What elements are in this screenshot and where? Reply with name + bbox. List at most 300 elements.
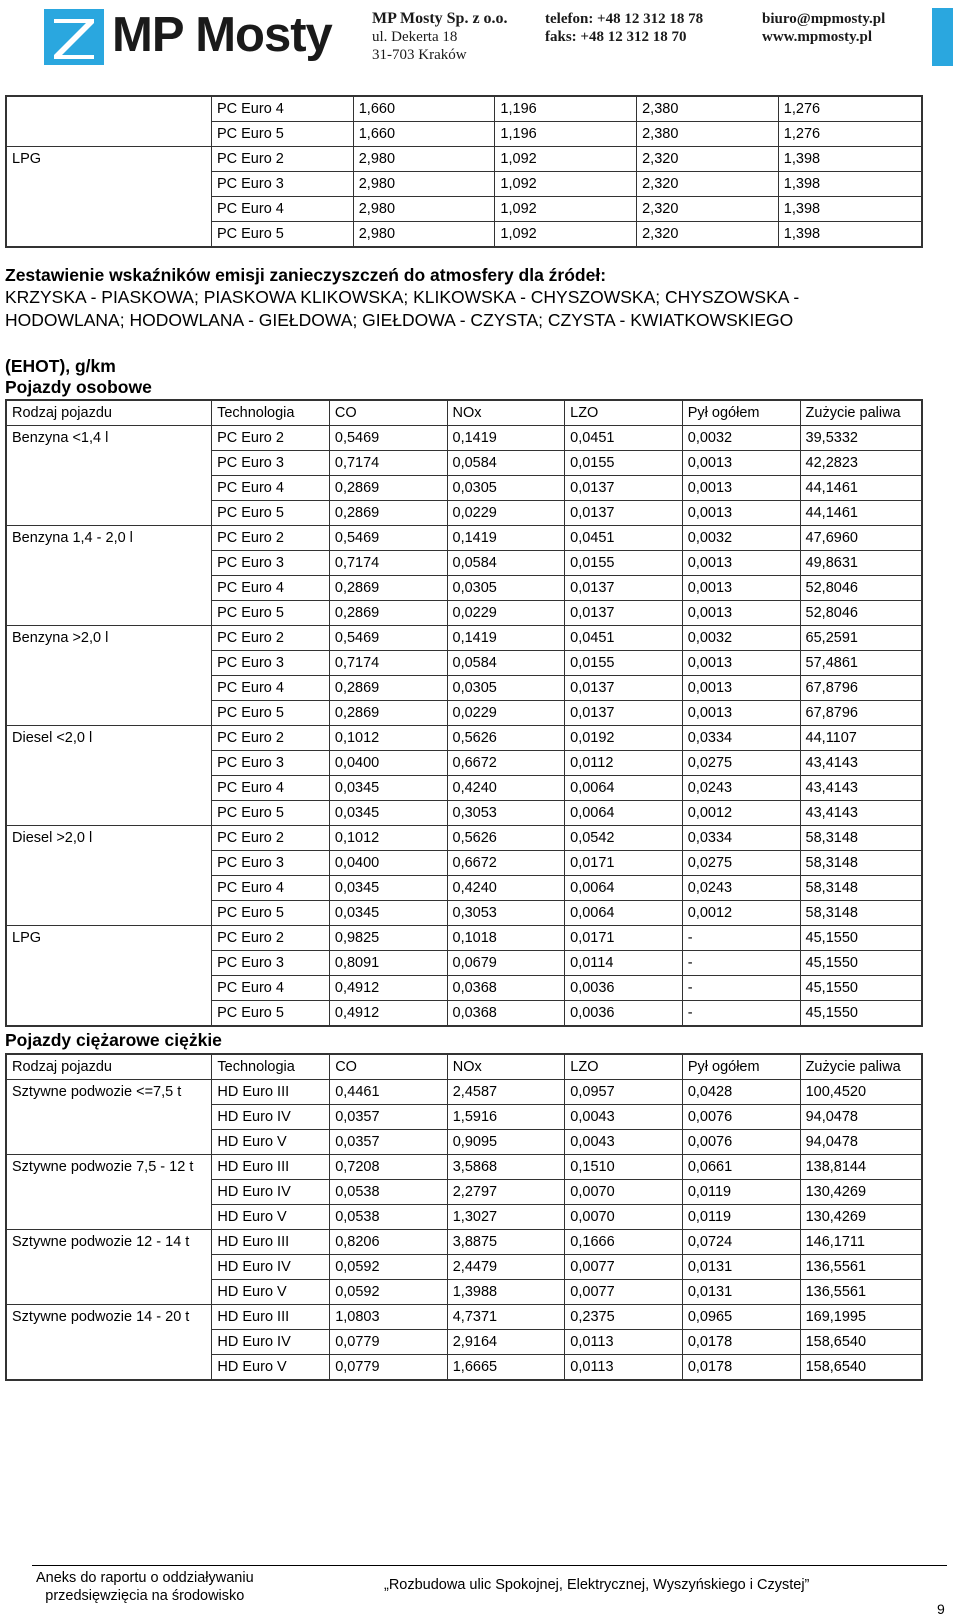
table-row bbox=[6, 1105, 922, 1130]
value-cell: 0,0538 bbox=[330, 1180, 448, 1205]
value-cell: 1,3027 bbox=[447, 1205, 565, 1230]
vehicle-type-cell bbox=[6, 901, 212, 926]
column-header: Pył ogółem bbox=[682, 400, 800, 426]
table-row bbox=[6, 1180, 922, 1205]
value-cell: 0,0032 bbox=[682, 426, 800, 451]
value-cell: 0,0779 bbox=[330, 1330, 448, 1355]
technology-cell: PC Euro 5 bbox=[211, 222, 353, 248]
value-cell: 0,0076 bbox=[682, 1130, 800, 1155]
value-cell: 0,0345 bbox=[329, 801, 447, 826]
summary-sources-line2: HODOWLANA; HODOWLANA - GIEŁDOWA; GIEŁDOWA - CZYSTA; CZYSTA - KWIATKOWSKIEGO bbox=[5, 310, 794, 330]
table-row bbox=[6, 826, 922, 851]
value-cell: 1,196 bbox=[495, 96, 637, 122]
value-cell: 0,0012 bbox=[682, 901, 800, 926]
value-cell: 0,0178 bbox=[682, 1330, 800, 1355]
value-cell: 0,0012 bbox=[682, 801, 800, 826]
column-header: Rodzaj pojazdu bbox=[6, 400, 212, 426]
value-cell: 2,2797 bbox=[447, 1180, 565, 1205]
table-row bbox=[6, 501, 922, 526]
value-cell: 2,380 bbox=[637, 122, 779, 147]
email-address: biuro@mpmosty.pl bbox=[762, 11, 886, 27]
technology-cell: PC Euro 5 bbox=[212, 1001, 330, 1027]
value-cell: 0,0724 bbox=[682, 1230, 800, 1255]
value-cell: 0,0113 bbox=[565, 1355, 683, 1381]
table-row bbox=[6, 1080, 922, 1105]
value-cell: 0,5626 bbox=[447, 826, 565, 851]
technology-cell: HD Euro IV bbox=[212, 1180, 330, 1205]
passenger-table bbox=[5, 399, 923, 1027]
value-cell: 0,4240 bbox=[447, 876, 565, 901]
value-cell: - bbox=[682, 1001, 800, 1027]
value-cell: 0,0137 bbox=[565, 676, 683, 701]
passenger-title: Pojazdy osobowe bbox=[5, 377, 152, 397]
table-row bbox=[6, 951, 922, 976]
value-cell: 2,9164 bbox=[447, 1330, 565, 1355]
value-cell: 0,0137 bbox=[565, 576, 683, 601]
value-cell: 2,380 bbox=[637, 96, 779, 122]
value-cell: 67,8796 bbox=[800, 701, 922, 726]
technology-cell: HD Euro III bbox=[212, 1155, 330, 1180]
technology-cell: PC Euro 3 bbox=[212, 751, 330, 776]
value-cell: 1,398 bbox=[778, 222, 922, 248]
value-cell: 0,1419 bbox=[447, 426, 565, 451]
value-cell: 0,0451 bbox=[565, 426, 683, 451]
technology-cell: PC Euro 4 bbox=[212, 876, 330, 901]
table-row bbox=[6, 122, 922, 147]
technology-cell: PC Euro 3 bbox=[212, 651, 330, 676]
contact-web bbox=[762, 10, 885, 46]
vehicle-type-cell bbox=[6, 876, 212, 901]
table-row bbox=[6, 976, 922, 1001]
column-header: CO bbox=[329, 400, 447, 426]
value-cell: 0,0584 bbox=[447, 551, 565, 576]
value-cell: 0,0357 bbox=[330, 1105, 448, 1130]
column-header: Technologia bbox=[212, 1054, 330, 1080]
technology-cell: PC Euro 4 bbox=[211, 96, 353, 122]
table-row bbox=[6, 926, 922, 951]
value-cell: 47,6960 bbox=[800, 526, 922, 551]
vehicle-type-cell bbox=[6, 1355, 212, 1381]
column-header: LZO bbox=[565, 1054, 683, 1080]
value-cell: 2,980 bbox=[353, 222, 495, 248]
vehicle-type-cell bbox=[6, 801, 212, 826]
value-cell: 0,0013 bbox=[682, 701, 800, 726]
value-cell: 0,0229 bbox=[447, 601, 565, 626]
value-cell: 0,0679 bbox=[447, 951, 565, 976]
value-cell: 0,8091 bbox=[329, 951, 447, 976]
table-row bbox=[6, 576, 922, 601]
value-cell: 2,320 bbox=[637, 222, 779, 248]
value-cell: 0,1419 bbox=[447, 626, 565, 651]
value-cell: 0,7174 bbox=[329, 451, 447, 476]
value-cell: 0,6672 bbox=[447, 751, 565, 776]
technology-cell: PC Euro 4 bbox=[212, 776, 330, 801]
value-cell: 0,0334 bbox=[682, 726, 800, 751]
technology-cell: PC Euro 3 bbox=[212, 551, 330, 576]
value-cell: 1,660 bbox=[353, 122, 495, 147]
technology-cell: PC Euro 3 bbox=[212, 951, 330, 976]
value-cell: 39,5332 bbox=[800, 426, 922, 451]
vehicle-type-cell bbox=[6, 776, 212, 801]
value-cell: 0,0592 bbox=[330, 1255, 448, 1280]
table-row bbox=[6, 222, 922, 248]
vehicle-type-cell: LPG bbox=[6, 926, 212, 951]
technology-cell: PC Euro 3 bbox=[212, 851, 330, 876]
technology-cell: PC Euro 5 bbox=[212, 701, 330, 726]
value-cell: 0,7174 bbox=[329, 551, 447, 576]
summary-title: Zestawienie wskaźników emisji zanieczyszczeń do atmosfery dla źródeł: bbox=[5, 265, 607, 285]
vehicle-type-cell bbox=[6, 1105, 212, 1130]
heavy-title: Pojazdy ciężarowe ciężkie bbox=[5, 1030, 222, 1050]
value-cell: 0,1419 bbox=[447, 526, 565, 551]
table-row bbox=[6, 172, 922, 197]
table-row bbox=[6, 1205, 922, 1230]
vehicle-type-cell bbox=[6, 976, 212, 1001]
value-cell: 0,0064 bbox=[565, 801, 683, 826]
table-row bbox=[6, 476, 922, 501]
value-cell: 0,0400 bbox=[329, 751, 447, 776]
contact-phones bbox=[545, 10, 703, 46]
technology-cell: PC Euro 5 bbox=[212, 501, 330, 526]
value-cell: 0,0036 bbox=[565, 976, 683, 1001]
technology-cell: HD Euro V bbox=[212, 1205, 330, 1230]
vehicle-type-cell bbox=[6, 1180, 212, 1205]
vehicle-type-cell: Sztywne podwozie <=7,5 t bbox=[6, 1080, 212, 1105]
technology-cell: PC Euro 2 bbox=[212, 526, 330, 551]
vehicle-type-cell bbox=[6, 197, 211, 222]
value-cell: 0,0043 bbox=[565, 1130, 683, 1155]
value-cell: 100,4520 bbox=[800, 1080, 922, 1105]
table-row bbox=[6, 1305, 922, 1330]
vehicle-type-cell bbox=[6, 1130, 212, 1155]
fax-number: faks: +48 12 312 18 70 bbox=[545, 29, 687, 45]
technology-cell: PC Euro 4 bbox=[211, 197, 353, 222]
vehicle-type-cell bbox=[6, 1330, 212, 1355]
value-cell: 3,5868 bbox=[447, 1155, 565, 1180]
value-cell: 0,2869 bbox=[329, 601, 447, 626]
value-cell: 130,4269 bbox=[800, 1180, 922, 1205]
table-row bbox=[6, 676, 922, 701]
value-cell: 43,4143 bbox=[800, 776, 922, 801]
vehicle-type-cell bbox=[6, 851, 212, 876]
footer-left-line1: Aneks do raportu o oddziaływaniu bbox=[36, 1570, 254, 1586]
table-row bbox=[6, 651, 922, 676]
technology-cell: PC Euro 3 bbox=[212, 451, 330, 476]
column-header: NOx bbox=[447, 400, 565, 426]
value-cell: 57,4861 bbox=[800, 651, 922, 676]
technology-cell: PC Euro 5 bbox=[212, 801, 330, 826]
value-cell: 1,276 bbox=[778, 122, 922, 147]
value-cell: 0,0357 bbox=[330, 1130, 448, 1155]
value-cell: 136,5561 bbox=[800, 1255, 922, 1280]
value-cell: 0,0451 bbox=[565, 626, 683, 651]
value-cell: 0,0192 bbox=[565, 726, 683, 751]
table-header-row bbox=[6, 400, 922, 426]
vehicle-type-cell: Sztywne podwozie 14 - 20 t bbox=[6, 1305, 212, 1330]
value-cell: 1,5916 bbox=[447, 1105, 565, 1130]
technology-cell: PC Euro 4 bbox=[212, 576, 330, 601]
value-cell: 0,0538 bbox=[330, 1205, 448, 1230]
value-cell: 1,398 bbox=[778, 172, 922, 197]
value-cell: 2,320 bbox=[637, 197, 779, 222]
value-cell: 0,0036 bbox=[565, 1001, 683, 1027]
value-cell: 0,0043 bbox=[565, 1105, 683, 1130]
table-header-row bbox=[6, 1054, 922, 1080]
value-cell: 0,0965 bbox=[682, 1305, 800, 1330]
value-cell: 2,4587 bbox=[447, 1080, 565, 1105]
value-cell: 2,320 bbox=[637, 172, 779, 197]
vehicle-type-cell bbox=[6, 172, 211, 197]
column-header: LZO bbox=[565, 400, 683, 426]
value-cell: 0,0345 bbox=[329, 901, 447, 926]
value-cell: 0,0137 bbox=[565, 476, 683, 501]
technology-cell: PC Euro 4 bbox=[212, 476, 330, 501]
value-cell: 2,980 bbox=[353, 172, 495, 197]
table-row bbox=[6, 1280, 922, 1305]
vehicle-type-cell: Sztywne podwozie 12 - 14 t bbox=[6, 1230, 212, 1255]
value-cell: 2,980 bbox=[353, 147, 495, 172]
technology-cell: PC Euro 2 bbox=[211, 147, 353, 172]
value-cell: 45,1550 bbox=[800, 976, 922, 1001]
value-cell: 0,1666 bbox=[565, 1230, 683, 1255]
value-cell: 1,398 bbox=[778, 147, 922, 172]
value-cell: 0,1510 bbox=[565, 1155, 683, 1180]
value-cell: 44,1107 bbox=[800, 726, 922, 751]
value-cell: 138,8144 bbox=[800, 1155, 922, 1180]
value-cell: 43,4143 bbox=[800, 801, 922, 826]
value-cell: 0,0013 bbox=[682, 451, 800, 476]
technology-cell: PC Euro 4 bbox=[212, 976, 330, 1001]
value-cell: 0,5469 bbox=[329, 626, 447, 651]
value-cell: 2,4479 bbox=[447, 1255, 565, 1280]
value-cell: 0,0076 bbox=[682, 1105, 800, 1130]
table-row bbox=[6, 1355, 922, 1381]
value-cell: 0,0229 bbox=[447, 701, 565, 726]
value-cell: 0,0275 bbox=[682, 851, 800, 876]
value-cell: 0,0131 bbox=[682, 1280, 800, 1305]
value-cell: 0,0155 bbox=[565, 651, 683, 676]
vehicle-type-cell bbox=[6, 576, 212, 601]
value-cell: 0,0584 bbox=[447, 451, 565, 476]
technology-cell: PC Euro 2 bbox=[212, 926, 330, 951]
value-cell: 0,0171 bbox=[565, 851, 683, 876]
technology-cell: PC Euro 2 bbox=[212, 426, 330, 451]
vehicle-type-cell bbox=[6, 951, 212, 976]
value-cell: 45,1550 bbox=[800, 951, 922, 976]
value-cell: 43,4143 bbox=[800, 751, 922, 776]
technology-cell: PC Euro 2 bbox=[212, 626, 330, 651]
value-cell: 0,4912 bbox=[329, 976, 447, 1001]
mp-mosty-logo-icon bbox=[44, 9, 104, 65]
footer-left-line2: przedsięwzięcia na środowisko bbox=[45, 1588, 245, 1604]
value-cell: 0,0013 bbox=[682, 651, 800, 676]
value-cell: 0,0070 bbox=[565, 1205, 683, 1230]
value-cell: 0,1012 bbox=[329, 726, 447, 751]
column-header: Rodzaj pojazdu bbox=[6, 1054, 212, 1080]
value-cell: 1,3988 bbox=[447, 1280, 565, 1305]
value-cell: 0,3053 bbox=[447, 901, 565, 926]
technology-cell: PC Euro 5 bbox=[212, 601, 330, 626]
value-cell: 0,7208 bbox=[330, 1155, 448, 1180]
value-cell: 0,0137 bbox=[565, 501, 683, 526]
table-row bbox=[6, 751, 922, 776]
value-cell: 0,0957 bbox=[565, 1080, 683, 1105]
value-cell: 0,4461 bbox=[330, 1080, 448, 1105]
value-cell: 0,0171 bbox=[565, 926, 683, 951]
vehicle-type-cell bbox=[6, 122, 211, 147]
value-cell: 44,1461 bbox=[800, 501, 922, 526]
value-cell: 0,2869 bbox=[329, 701, 447, 726]
value-cell: 0,0428 bbox=[682, 1080, 800, 1105]
value-cell: 0,6672 bbox=[447, 851, 565, 876]
value-cell: 0,0013 bbox=[682, 576, 800, 601]
technology-cell: PC Euro 2 bbox=[212, 726, 330, 751]
phone-number: telefon: +48 12 312 18 78 bbox=[545, 11, 704, 27]
value-cell: 52,8046 bbox=[800, 576, 922, 601]
value-cell: 0,2869 bbox=[329, 676, 447, 701]
value-cell: 0,0305 bbox=[447, 476, 565, 501]
value-cell: 0,0032 bbox=[682, 626, 800, 651]
value-cell: 0,0368 bbox=[447, 976, 565, 1001]
vehicle-type-cell: Benzyna <1,4 l bbox=[6, 426, 212, 451]
value-cell: 0,0137 bbox=[565, 701, 683, 726]
value-cell: 0,5626 bbox=[447, 726, 565, 751]
website-url: www.mpmosty.pl bbox=[762, 29, 873, 45]
heavy-table bbox=[5, 1053, 923, 1381]
value-cell: 1,0803 bbox=[330, 1305, 448, 1330]
value-cell: 1,276 bbox=[778, 96, 922, 122]
value-cell: 45,1550 bbox=[800, 926, 922, 951]
value-cell: 3,8875 bbox=[447, 1230, 565, 1255]
vehicle-type-cell bbox=[6, 96, 211, 122]
value-cell: 52,8046 bbox=[800, 601, 922, 626]
address-city: 31-703 Kraków bbox=[372, 47, 467, 63]
table-row bbox=[6, 626, 922, 651]
value-cell: 0,0013 bbox=[682, 476, 800, 501]
value-cell: 0,0592 bbox=[330, 1280, 448, 1305]
table-row bbox=[6, 197, 922, 222]
vehicle-type-cell bbox=[6, 701, 212, 726]
value-cell: 4,7371 bbox=[447, 1305, 565, 1330]
value-cell: 0,0114 bbox=[565, 951, 683, 976]
value-cell: 0,0584 bbox=[447, 651, 565, 676]
vehicle-type-cell: Diesel >2,0 l bbox=[6, 826, 212, 851]
footer-divider bbox=[32, 1565, 947, 1566]
value-cell: 0,0243 bbox=[682, 876, 800, 901]
value-cell: 94,0478 bbox=[800, 1130, 922, 1155]
value-cell: 0,0229 bbox=[447, 501, 565, 526]
vehicle-type-cell bbox=[6, 676, 212, 701]
value-cell: 0,0013 bbox=[682, 601, 800, 626]
top-table bbox=[5, 95, 923, 248]
technology-cell: HD Euro III bbox=[212, 1305, 330, 1330]
value-cell: 0,0155 bbox=[565, 551, 683, 576]
value-cell: 0,0013 bbox=[682, 501, 800, 526]
value-cell: 0,0077 bbox=[565, 1255, 683, 1280]
address-street: ul. Dekerta 18 bbox=[372, 29, 458, 45]
vehicle-type-cell bbox=[6, 501, 212, 526]
table-row bbox=[6, 776, 922, 801]
value-cell: 136,5561 bbox=[800, 1280, 922, 1305]
value-cell: 0,0070 bbox=[565, 1180, 683, 1205]
value-cell: 1,196 bbox=[495, 122, 637, 147]
value-cell: 0,0064 bbox=[565, 901, 683, 926]
table-row bbox=[6, 1155, 922, 1180]
technology-cell: PC Euro 3 bbox=[211, 172, 353, 197]
value-cell: 146,1711 bbox=[800, 1230, 922, 1255]
value-cell: 44,1461 bbox=[800, 476, 922, 501]
value-cell: 0,0064 bbox=[565, 776, 683, 801]
value-cell: 0,0112 bbox=[565, 751, 683, 776]
value-cell: 1,092 bbox=[495, 147, 637, 172]
value-cell: 0,0345 bbox=[329, 776, 447, 801]
table-row bbox=[6, 451, 922, 476]
value-cell: 0,0013 bbox=[682, 676, 800, 701]
technology-cell: PC Euro 2 bbox=[212, 826, 330, 851]
value-cell: 0,0131 bbox=[682, 1255, 800, 1280]
value-cell: 0,0032 bbox=[682, 526, 800, 551]
summary-unit: (EHOT), g/km bbox=[5, 356, 116, 376]
value-cell: 1,6665 bbox=[447, 1355, 565, 1381]
value-cell: 0,0113 bbox=[565, 1330, 683, 1355]
value-cell: 58,3148 bbox=[800, 876, 922, 901]
value-cell: 0,5469 bbox=[329, 426, 447, 451]
value-cell: 0,2869 bbox=[329, 576, 447, 601]
technology-cell: HD Euro III bbox=[212, 1230, 330, 1255]
value-cell: 0,0305 bbox=[447, 676, 565, 701]
column-header: Zużycie paliwa bbox=[800, 400, 922, 426]
value-cell: 158,6540 bbox=[800, 1355, 922, 1381]
value-cell: 42,2823 bbox=[800, 451, 922, 476]
footer-project-title: „Rozbudowa ulic Spokojnej, Elektrycznej, Wyszyńskiego i Czystej” bbox=[384, 1577, 810, 1593]
value-cell: 0,0137 bbox=[565, 601, 683, 626]
value-cell: 0,0451 bbox=[565, 526, 683, 551]
vehicle-type-cell bbox=[6, 601, 212, 626]
column-header: NOx bbox=[447, 1054, 565, 1080]
vehicle-type-cell bbox=[6, 751, 212, 776]
logo-text: MP Mosty bbox=[112, 8, 332, 62]
brand-accent-bar bbox=[932, 8, 953, 66]
vehicle-type-cell bbox=[6, 476, 212, 501]
value-cell: 0,5469 bbox=[329, 526, 447, 551]
value-cell: 0,8206 bbox=[330, 1230, 448, 1255]
page-header bbox=[0, 0, 960, 72]
page-number: 9 bbox=[937, 1601, 945, 1617]
vehicle-type-cell: Diesel <2,0 l bbox=[6, 726, 212, 751]
technology-cell: HD Euro IV bbox=[212, 1255, 330, 1280]
table-row bbox=[6, 426, 922, 451]
column-header: Zużycie paliwa bbox=[800, 1054, 922, 1080]
table-row bbox=[6, 1230, 922, 1255]
table-row bbox=[6, 601, 922, 626]
vehicle-type-cell bbox=[6, 1280, 212, 1305]
value-cell: 0,9095 bbox=[447, 1130, 565, 1155]
table-row bbox=[6, 901, 922, 926]
value-cell: 0,0119 bbox=[682, 1205, 800, 1230]
table-row bbox=[6, 147, 922, 172]
technology-cell: PC Euro 5 bbox=[212, 901, 330, 926]
value-cell: - bbox=[682, 951, 800, 976]
table-row bbox=[6, 851, 922, 876]
summary-sources-line1: KRZYSKA - PIASKOWA; PIASKOWA KLIKOWSKA; KLIKOWSKA - CHYSZOWSKA; CHYSZOWSKA - bbox=[5, 287, 800, 307]
value-cell: 0,0400 bbox=[329, 851, 447, 876]
table-row bbox=[6, 701, 922, 726]
value-cell: 58,3148 bbox=[800, 901, 922, 926]
vehicle-type-cell bbox=[6, 551, 212, 576]
value-cell: 0,2869 bbox=[329, 501, 447, 526]
column-header: Technologia bbox=[212, 400, 330, 426]
company-name: MP Mosty Sp. z o.o. bbox=[372, 10, 508, 27]
